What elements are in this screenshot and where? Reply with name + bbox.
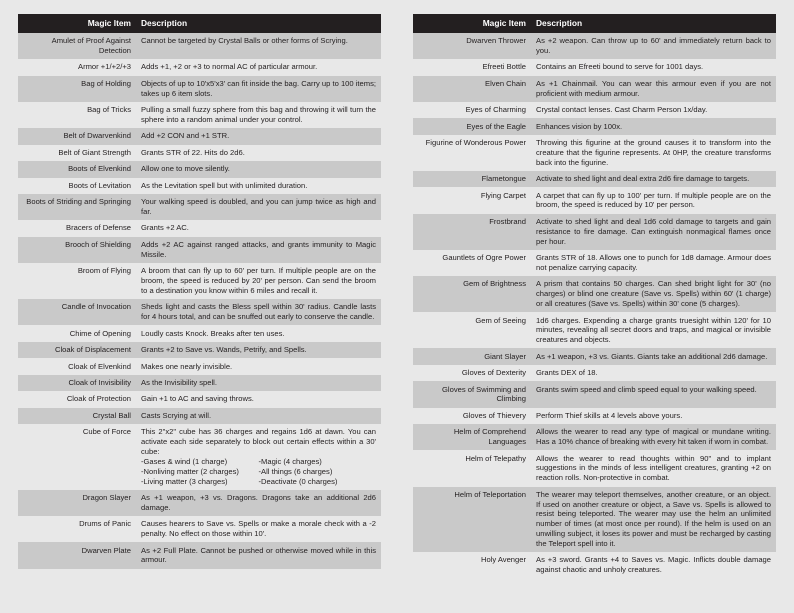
table-row <box>18 325 381 341</box>
magic-item-description <box>136 342 381 358</box>
magic-item-description <box>531 381 776 407</box>
description-text: As +1 weapon, +3 vs. Giants. Giants take an additional 2d6 damage. <box>536 351 768 361</box>
magic-item-name: Figurine of Wonderous Power <box>413 135 531 171</box>
magic-item-name: Candle of Invocation <box>18 299 136 325</box>
magic-item-description <box>136 542 381 568</box>
description-text: Activate to shed light and deal extra 2d6 fire damage to targets. <box>536 174 750 184</box>
description-text: Loudly casts Knock. Breaks after ten uses. <box>141 328 285 338</box>
table-row <box>413 312 776 348</box>
description-text: A carpet that can fly up to 100' per turn. If multiple people are on the broom, the speed is reduced by 10' per person. <box>536 190 771 210</box>
table-row <box>413 348 776 364</box>
description-text: This 2"x2" cube has 36 charges and regains 1d6 at dawn. You can activate each side separately to block out certain effects within a 30' cube: <box>141 427 376 457</box>
table-row <box>18 59 381 75</box>
magic-item-name: Eyes of the Eagle <box>413 118 531 134</box>
magic-item-name: Drums of Panic <box>18 516 136 542</box>
magic-item-description <box>136 516 381 542</box>
description-text: As the Levitation spell but with unlimited duration. <box>141 180 308 190</box>
magic-item-name: Gloves of Thievery <box>413 408 531 424</box>
table-row <box>413 276 776 312</box>
magic-item-name: Chime of Opening <box>18 325 136 341</box>
sublist-item: -Gases & wind (1 charge) <box>141 456 228 466</box>
magic-item-name: Amulet of Proof Against Detection <box>18 33 136 59</box>
magic-item-description <box>136 220 381 236</box>
magic-item-name: Helm of Teleportation <box>413 487 531 553</box>
description-text: Enhances vision by 100x. <box>536 121 623 131</box>
magic-item-name: Belt of Dwarvenkind <box>18 128 136 144</box>
magic-item-name: Gloves of Dexterity <box>413 365 531 381</box>
magic-item-name: Holy Avenger <box>413 552 531 578</box>
table-row <box>18 128 381 144</box>
magic-item-name: Bag of Holding <box>18 76 136 102</box>
table-row <box>413 381 776 407</box>
table-row <box>18 516 381 542</box>
table-row <box>18 102 381 128</box>
column-header-magic-item: Magic Item <box>413 14 531 33</box>
description-text: Sheds light and casts the Bless spell within 30' radius. Candle lasts for 4 hours total, and can be snuffed out early to conserve the candle. <box>141 302 376 322</box>
table-row <box>18 391 381 407</box>
table-row <box>413 424 776 450</box>
magic-item-name: Flametongue <box>413 171 531 187</box>
table-body-right <box>413 33 776 579</box>
magic-item-name: Brooch of Shielding <box>18 237 136 263</box>
magic-item-description <box>531 59 776 75</box>
description-text: Contains an Efreeti bound to serve for 1001 days. <box>536 62 704 72</box>
magic-item-description <box>136 375 381 391</box>
magic-items-table-left <box>18 14 381 569</box>
table-row <box>413 365 776 381</box>
table-row <box>413 118 776 134</box>
sublist-item: -Magic (4 charges) <box>258 456 322 466</box>
magic-item-name: Dwarven Thrower <box>413 33 531 59</box>
magic-item-description <box>136 237 381 263</box>
table-row <box>413 102 776 118</box>
magic-item-description <box>136 325 381 341</box>
description-text: As the Invisibility spell. <box>141 377 217 387</box>
magic-item-description <box>136 102 381 128</box>
table-row <box>413 214 776 250</box>
magic-item-name: Dwarven Plate <box>18 542 136 568</box>
magic-item-name: Cloak of Protection <box>18 391 136 407</box>
magic-item-name: Cloak of Elvenkind <box>18 358 136 374</box>
magic-item-description <box>531 552 776 578</box>
table-row <box>18 375 381 391</box>
magic-item-name: Eyes of Charming <box>413 102 531 118</box>
magic-item-name: Dragon Slayer <box>18 490 136 516</box>
table-row <box>413 187 776 213</box>
magic-item-name: Armor +1/+2/+3 <box>18 59 136 75</box>
table-row <box>18 342 381 358</box>
table-row <box>18 358 381 374</box>
magic-item-description <box>136 194 381 220</box>
magic-item-description <box>531 135 776 171</box>
description-text: 1d6 charges. Expending a charge grants truesight within 120' for 10 minutes, revealing all secret doors and traps, and magical or invisible creatures and objects. <box>536 315 771 345</box>
magic-item-name: Boots of Levitation <box>18 178 136 194</box>
table-row <box>18 408 381 424</box>
table-row <box>18 33 381 59</box>
table-row <box>413 487 776 553</box>
table-row <box>18 178 381 194</box>
table-row <box>413 552 776 578</box>
table-row <box>413 135 776 171</box>
table-row <box>413 171 776 187</box>
sublist-item: -Deactivate (0 charges) <box>258 476 338 486</box>
magic-item-name: Cloak of Invisibility <box>18 375 136 391</box>
table-header-left <box>18 14 381 33</box>
sublist-column-right <box>259 457 377 487</box>
description-text: As +2 weapon. Can throw up to 60' and immediately return back to you. <box>536 36 771 55</box>
magic-item-name: Helm of Comprehend Languages <box>413 424 531 450</box>
description-text: As +2 Full Plate. Cannot be pushed or otherwise moved while in this armour. <box>141 545 376 565</box>
table-row <box>413 250 776 276</box>
table-row <box>413 59 776 75</box>
description-text: Grants STR of 18. Allows one to punch for 1d8 damage. Armour does not penalize carrying capacity. <box>536 253 771 272</box>
description-text: Causes hearers to Save vs. Spells or make a morale check with a -2 penalty. No effect on those within 10'. <box>141 519 376 539</box>
table-row <box>18 490 381 516</box>
magic-item-name: Gloves of Swimming and Climbing <box>413 381 531 407</box>
sublist-item: -Nonliving matter (2 charges) <box>141 466 239 476</box>
magic-item-description <box>531 102 776 118</box>
table-row <box>18 299 381 325</box>
magic-item-description <box>531 487 776 553</box>
table-body-left <box>18 33 381 569</box>
description-text: Casts Scrying at will. <box>141 410 212 420</box>
magic-item-name: Elven Chain <box>413 76 531 102</box>
description-text: A broom that can fly up to 60' per turn. If multiple people are on the broom, the speed is reduced by 20' per person. Can send the broom to a destination you know within 6 miles and recall it. <box>141 266 376 295</box>
description-text: Pulling a small fuzzy sphere from this bag and throwing it will turn the sphere into a random animal under your control. <box>141 105 376 124</box>
magic-item-description <box>531 214 776 250</box>
description-text: Cannot be targeted by Crystal Balls or other forms of Scrying. <box>141 36 348 46</box>
table-row <box>18 194 381 220</box>
magic-item-description <box>136 391 381 407</box>
magic-item-description <box>531 33 776 59</box>
magic-item-description <box>531 312 776 348</box>
table-row <box>18 237 381 263</box>
magic-item-description <box>531 348 776 364</box>
magic-item-description <box>531 118 776 134</box>
column-header-description: Description <box>531 14 776 33</box>
description-text: As +3 sword. Grants +4 to Saves vs. Magic. Inflicts double damage against chaotic and unholy creatures. <box>536 555 771 575</box>
magic-item-description <box>531 76 776 102</box>
table-row <box>18 263 381 299</box>
magic-item-name: Helm of Telepathy <box>413 450 531 486</box>
table-row <box>413 408 776 424</box>
magic-item-name: Gauntlets of Ogre Power <box>413 250 531 276</box>
table-row <box>413 33 776 59</box>
magic-item-description <box>136 263 381 299</box>
description-text: As +1 Chainmail. You can wear this armour even if you are not proficient with medium armour. <box>536 78 771 98</box>
description-text: Activate to shed light and deal 1d6 cold damage to targets and gain resistance to fire damage. Can extinguish nonmagical flames once per hour. <box>536 216 771 246</box>
magic-item-description <box>531 408 776 424</box>
magic-item-name: Broom of Flying <box>18 263 136 299</box>
magic-item-description <box>531 171 776 187</box>
right-table-column <box>413 14 776 613</box>
magic-item-name: Gem of Brightness <box>413 276 531 312</box>
description-text: Grants +2 AC. <box>141 223 189 233</box>
magic-item-name: Bracers of Defense <box>18 220 136 236</box>
left-table-column <box>18 14 381 613</box>
magic-item-name: Cloak of Displacement <box>18 342 136 358</box>
magic-item-description <box>136 59 381 75</box>
description-text: Crystal contact lenses. Cast Charm Person 1x/day. <box>536 105 708 115</box>
description-text: Allows the wearer to read any type of magical or mundane writing. Has a 10% chance of breaking with every hit taken if worn in combat. <box>536 427 771 447</box>
magic-item-name: Gem of Seeing <box>413 312 531 348</box>
magic-item-name: Belt of Giant Strength <box>18 145 136 161</box>
magic-item-description <box>531 424 776 450</box>
magic-item-description <box>531 250 776 276</box>
table-row <box>413 76 776 102</box>
description-text: Throwing this figurine at the ground causes it to transform into the creature that the figurine represents. At 0HP, the creature transforms back into the figurine. <box>536 138 771 167</box>
description-text: Adds +1, +2 or +3 to normal AC of particular armour. <box>141 62 318 72</box>
description-sublist <box>141 457 376 487</box>
magic-item-name: Cube of Force <box>18 424 136 490</box>
magic-item-name: Flying Carpet <box>413 187 531 213</box>
magic-item-name: Boots of Striding and Springing <box>18 194 136 220</box>
description-text: Adds +2 AC against ranged attacks, and grants immunity to Magic Missile. <box>141 239 376 259</box>
magic-item-description <box>136 299 381 325</box>
magic-item-description <box>136 161 381 177</box>
magic-item-name: Bag of Tricks <box>18 102 136 128</box>
description-text: Allows the wearer to read thoughts within 90" and to implant suggestions in the minds of less intelligent creatures, granting +2 on reaction rolls. Non-protective in combat. <box>536 453 771 483</box>
table-row <box>18 424 381 490</box>
sublist-item: -Living matter (3 charges) <box>141 476 228 486</box>
description-text: Grants swim speed and climb speed equal to your walking speed. <box>536 384 757 394</box>
magic-item-description <box>531 450 776 486</box>
magic-item-name: Efreeti Bottle <box>413 59 531 75</box>
table-row <box>413 450 776 486</box>
magic-item-description <box>136 490 381 516</box>
sublist-item: -All things (6 charges) <box>258 466 333 476</box>
magic-item-name: Frostbrand <box>413 214 531 250</box>
sublist-column-left <box>141 457 259 487</box>
column-header-magic-item: Magic Item <box>18 14 136 33</box>
description-text: Objects of up to 10'x5'x3' can fit inside the bag. Carry up to 100 items; takes up 6 item slots. <box>141 78 376 98</box>
header-row <box>18 14 381 33</box>
description-text: Grants +2 to Save vs. Wands, Petrify, and Spells. <box>141 345 307 355</box>
description-text: Grants STR of 22. Hits do 2d6. <box>141 147 245 157</box>
description-text: Add +2 CON and +1 STR. <box>141 131 230 141</box>
magic-item-name: Giant Slayer <box>413 348 531 364</box>
table-row <box>18 76 381 102</box>
description-text: Perform Thief skills at 4 levels above yours. <box>536 410 683 420</box>
column-header-description: Description <box>136 14 381 33</box>
magic-item-description <box>136 178 381 194</box>
magic-item-description <box>136 358 381 374</box>
description-text: Allow one to move silently. <box>141 164 230 174</box>
description-text: A prism that contains 50 charges. Can shed bright light for 30' (no charges) or blind one creature (Save vs. Spells) within 60' (1 charge) or all creatures (Save vs. Spells) within 30' cone (5 charges). <box>536 279 771 309</box>
header-row <box>413 14 776 33</box>
magic-item-description <box>531 276 776 312</box>
magic-item-description <box>136 145 381 161</box>
magic-item-name: Boots of Elvenkind <box>18 161 136 177</box>
magic-item-description <box>136 408 381 424</box>
magic-item-name: Crystal Ball <box>18 408 136 424</box>
table-row <box>18 161 381 177</box>
table-header-right <box>413 14 776 33</box>
description-text: Grants DEX of 18. <box>536 368 598 378</box>
table-row <box>18 542 381 568</box>
magic-item-description <box>136 76 381 102</box>
magic-item-description <box>136 128 381 144</box>
table-row <box>18 220 381 236</box>
magic-item-description <box>136 424 381 490</box>
magic-item-description <box>136 33 381 59</box>
magic-items-table-right <box>413 14 776 579</box>
description-text: Your walking speed is doubled, and you can jump twice as high and far. <box>141 197 376 217</box>
magic-item-description <box>531 187 776 213</box>
description-text: Makes one nearly invisible. <box>141 361 233 371</box>
magic-item-description <box>531 365 776 381</box>
description-text: Gain +1 to AC and saving throws. <box>141 394 254 404</box>
description-text: The wearer may teleport themselves, another creature, or an object. If used on another creature or object, a Save vs. Spells is allowed to resist being teleported. The wearer may use the helm an unlimited number of times (at most once per round). If the helm is used on an unwilling subject, it loses its power and must be recharged by casting the Teleport spell into it. <box>536 489 771 549</box>
description-text: As +1 weapon, +3 vs. Dragons. Dragons take an additional 2d6 damage. <box>141 493 376 512</box>
table-row <box>18 145 381 161</box>
